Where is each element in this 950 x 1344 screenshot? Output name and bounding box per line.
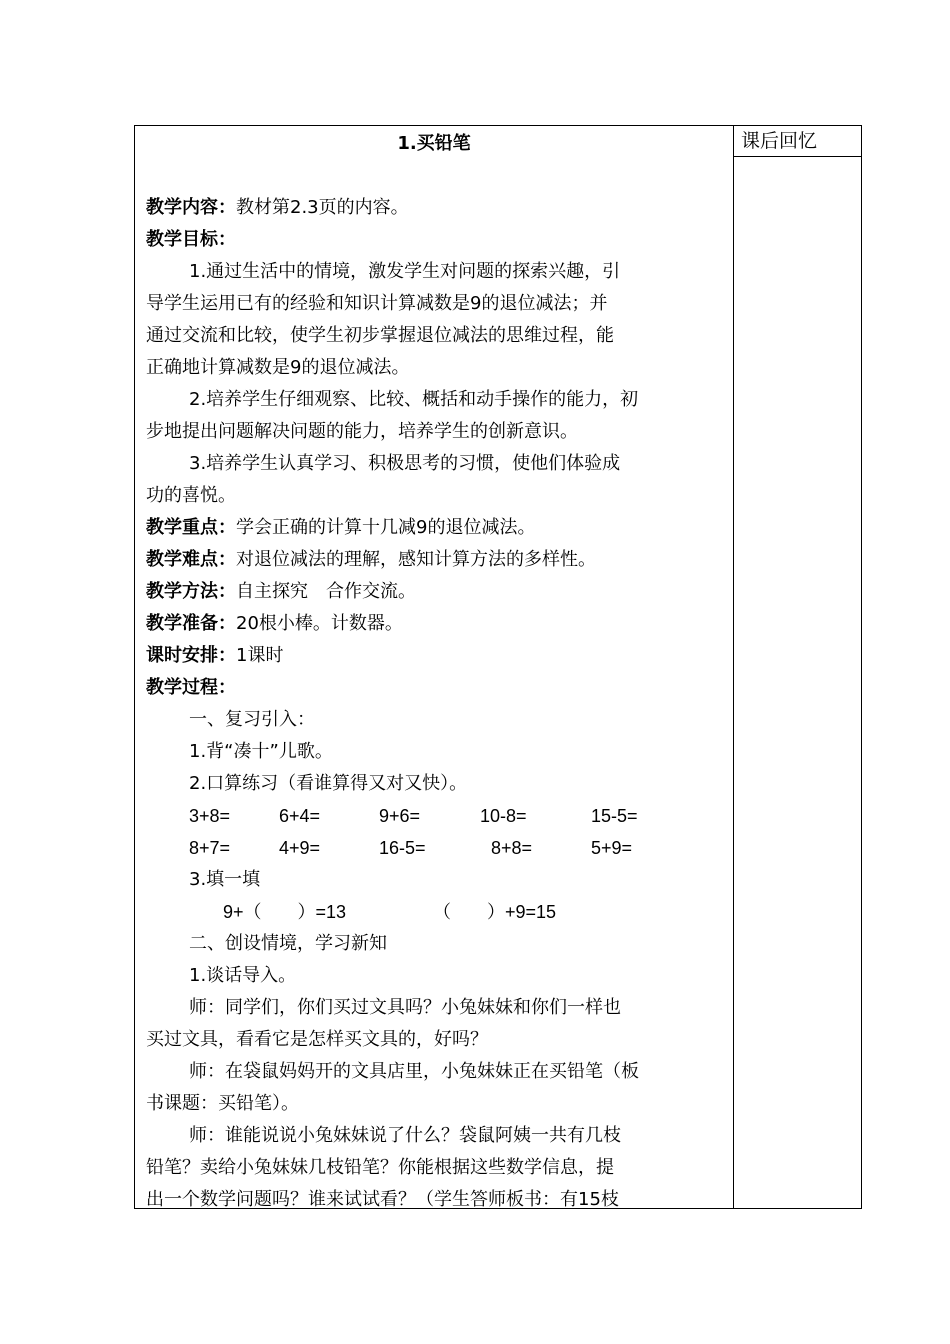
goals-label: 教学目标： [146,229,236,250]
teacher-line: 买过文具，看看它是怎样买文具的，好吗？ [146,1029,488,1050]
calc-cell: 10-8= [480,806,527,826]
lesson-table [134,125,862,1209]
section-1-heading: 一、复习引入： [189,709,315,730]
goal-1-line: 通过交流和比较，使学生初步掌握退位减法的思维过程，能 [146,325,614,346]
calc-cell: 8+8= [491,838,533,858]
goal-1-line: 正确地计算减数是9的退位减法。 [146,357,410,378]
section-2-heading: 二、创设情境，学习新知 [189,933,387,954]
calc-cell: 5+9= [591,838,633,858]
calc-cell: 8+7= [189,838,231,858]
goal-3-line: 3.培养学生认真学习、积极思考的习惯，使他们体验成 [189,453,621,474]
calc-cell: 4+9= [279,838,321,858]
column-divider [733,126,734,1208]
teacher-line: 师：在袋鼠妈妈开的文具店里，小兔妹妹正在买铅笔（板 [189,1061,639,1082]
side-column-header: 课后回忆 [734,126,861,157]
goal-2-line: 步地提出问题解决问题的能力，培养学生的创新意识。 [146,421,578,442]
fill-blank-2: （ ）+9=15 [433,902,557,922]
process-label: 教学过程： [146,677,236,698]
goal-1-line: 导学生运用已有的经验和知识计算减数是9的退位减法；并 [146,293,608,314]
review-item-3: 3.填一填 [189,869,261,890]
schedule-line: 课时安排：1课时 [146,645,284,666]
goal-3-line: 功的喜悦。 [146,485,236,506]
fill-blank-1: 9+（ ）=13 [223,902,347,922]
teacher-line: 出一个数学问题吗？谁来试试看？（学生答师板书：有15枝 [146,1189,619,1210]
calc-cell: 15-5= [591,806,638,826]
calc-cell: 9+6= [379,806,421,826]
method-line: 教学方法：自主探究 合作交流。 [146,581,416,602]
difficulty-line: 教学难点：对退位减法的理解，感知计算方法的多样性。 [146,549,596,570]
calc-cell: 16-5= [379,838,426,858]
review-item-1: 1.背“凑十”儿歌。 [189,741,333,762]
goal-2-line: 2.培养学生仔细观察、比较、概括和动手操作的能力，初 [189,389,639,410]
teacher-line: 师：同学们，你们买过文具吗？小兔妹妹和你们一样也 [189,997,621,1018]
lesson-title: 1.买铅笔 [397,133,471,154]
key-point-line: 教学重点：学会正确的计算十几减9的退位减法。 [146,517,536,538]
teacher-line: 师：谁能说说小兔妹妹说了什么？袋鼠阿姨一共有几枝 [189,1125,621,1146]
goal-1-line: 1.通过生活中的情境，激发学生对问题的探索兴趣，引 [189,261,621,282]
teacher-line: 书课题：买铅笔）。 [146,1093,299,1114]
intro-item: 1.谈话导入。 [189,965,297,986]
teacher-line: 铅笔？卖给小兔妹妹几枝铅笔？你能根据这些数学信息，提 [146,1157,614,1178]
calc-cell: 6+4= [279,806,321,826]
prep-line: 教学准备：20根小棒。计数器。 [146,613,403,634]
review-item-2: 2.口算练习（看谁算得又对又快）。 [189,773,468,794]
calc-cell: 3+8= [189,806,231,826]
content-line: 教学内容：教材第2.3页的内容。 [146,197,409,218]
